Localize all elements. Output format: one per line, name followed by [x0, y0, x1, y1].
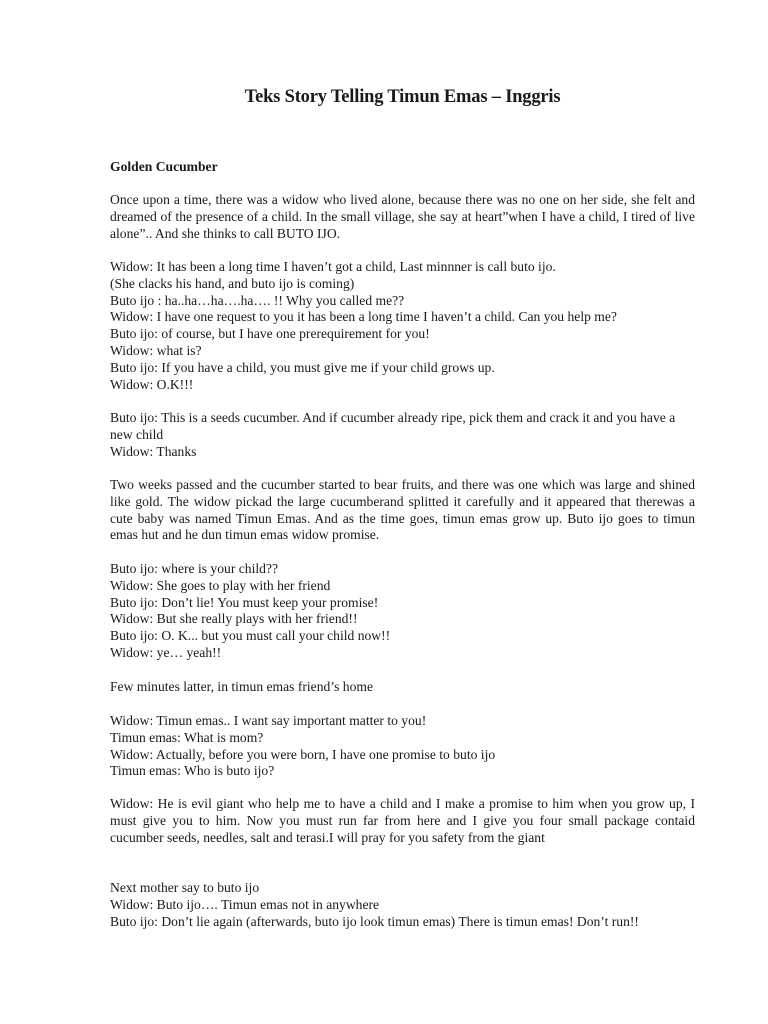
dialogue-line: Buto ijo: of course, but I have one prerequirement for you! [110, 326, 430, 342]
dialogue-line: Widow: She goes to play with her friend [110, 577, 331, 593]
intro-paragraph [110, 192, 695, 242]
dialogue-line: Widow: what is? [110, 342, 202, 358]
dialogue-line: Widow: O.K!!! [110, 376, 194, 392]
dialogue-line: Timun emas: Who is buto ijo? [110, 763, 275, 779]
dialogue-line: Widow: ye… yeah!! [110, 644, 222, 660]
dialogue-line: Buto ijo: Don’t lie again (afterwards, buto ijo look timun emas) There is timun emas! Don’t run!! [110, 913, 639, 929]
dialogue-line: Buto ijo: This is a seeds cucumber. And if cucumber already ripe, pick them and crack it and you have a new child [110, 410, 676, 442]
dialogue-line: Widow: I have one request to you it has been a long time I haven’t a child. Can you help me? [110, 309, 617, 325]
narration-paragraph-4 [110, 796, 695, 846]
dialogue-line: Widow: Actually, before you were born, I have one promise to buto ijo [110, 746, 496, 762]
dialogue-line: Buto ijo: O. K... but you must call your child now!! [110, 628, 391, 644]
dialogue-line: (She clacks his hand, and buto ijo is coming) [110, 275, 355, 291]
dialogue-line: Timun emas: What is mom? [110, 729, 264, 745]
dialogue-section-3 [110, 561, 695, 662]
dialogue-section-2 [110, 410, 695, 460]
paragraph-text: Two weeks passed and the cucumber started to bear fruits, and there was one which was large and shined like gold. The widow pickad the large cucumberand splitted it carefully and it appeared that therewas a cute baby was named Timun Emas. And as the time goes, timun emas grow up. Buto ijo goes to timun emas hut and he dun timun emas widow promise. [110, 477, 695, 543]
dialogue-line: Widow: But she really plays with her friend!! [110, 611, 358, 627]
dialogue-line: Buto ijo: where is your child?? [110, 561, 278, 576]
dialogue-section-4 [110, 713, 695, 780]
dialogue-line: Buto ijo : ha..ha…ha….ha…. !! Why you called me?? [110, 292, 405, 308]
dialogue-line: Widow: Thanks [110, 443, 197, 459]
narration-paragraph-2 [110, 477, 695, 544]
document-title: Teks Story Telling Timun Emas – Inggris [244, 87, 561, 107]
dialogue-section-5 [110, 880, 695, 930]
dialogue-line: Widow: Timun emas.. I want say important matter to you! [110, 713, 427, 728]
dialogue-line: Widow: Buto ijo…. Timun emas not in anywhere [110, 896, 380, 912]
dialogue-line: Buto ijo: Don’t lie! You must keep your promise! [110, 594, 379, 610]
story-heading: Golden Cucumber [110, 159, 218, 174]
dialogue-line: Next mother say to buto ijo [110, 880, 260, 895]
paragraph-text: Few minutes latter, in timun emas friend’s home [110, 679, 373, 694]
narration-line-3 [110, 679, 695, 696]
dialogue-line: Widow: It has been a long time I haven’t got a child, Last minnner is call buto ijo. [110, 259, 556, 274]
dialogue-section-1 [110, 259, 695, 393]
paragraph-text: Widow: He is evil giant who help me to have a child and I make a promise to him when you grow up, I must give you to him. Now you must run far from here and I give you four small package contaid cucumber seeds, needles, salt and terasi.I will pray for you safety from the giant [110, 796, 695, 845]
dialogue-line: Buto ijo: If you have a child, you must give me if your child grows up. [110, 359, 495, 375]
paragraph-text: Once upon a time, there was a widow who lived alone, because there was no one on her side, she felt and dreamed of the presence of a child. In the small village, she say at heart”when I have a child, I tired of live alone”.. And she thinks to call BUTO IJO. [110, 192, 695, 241]
